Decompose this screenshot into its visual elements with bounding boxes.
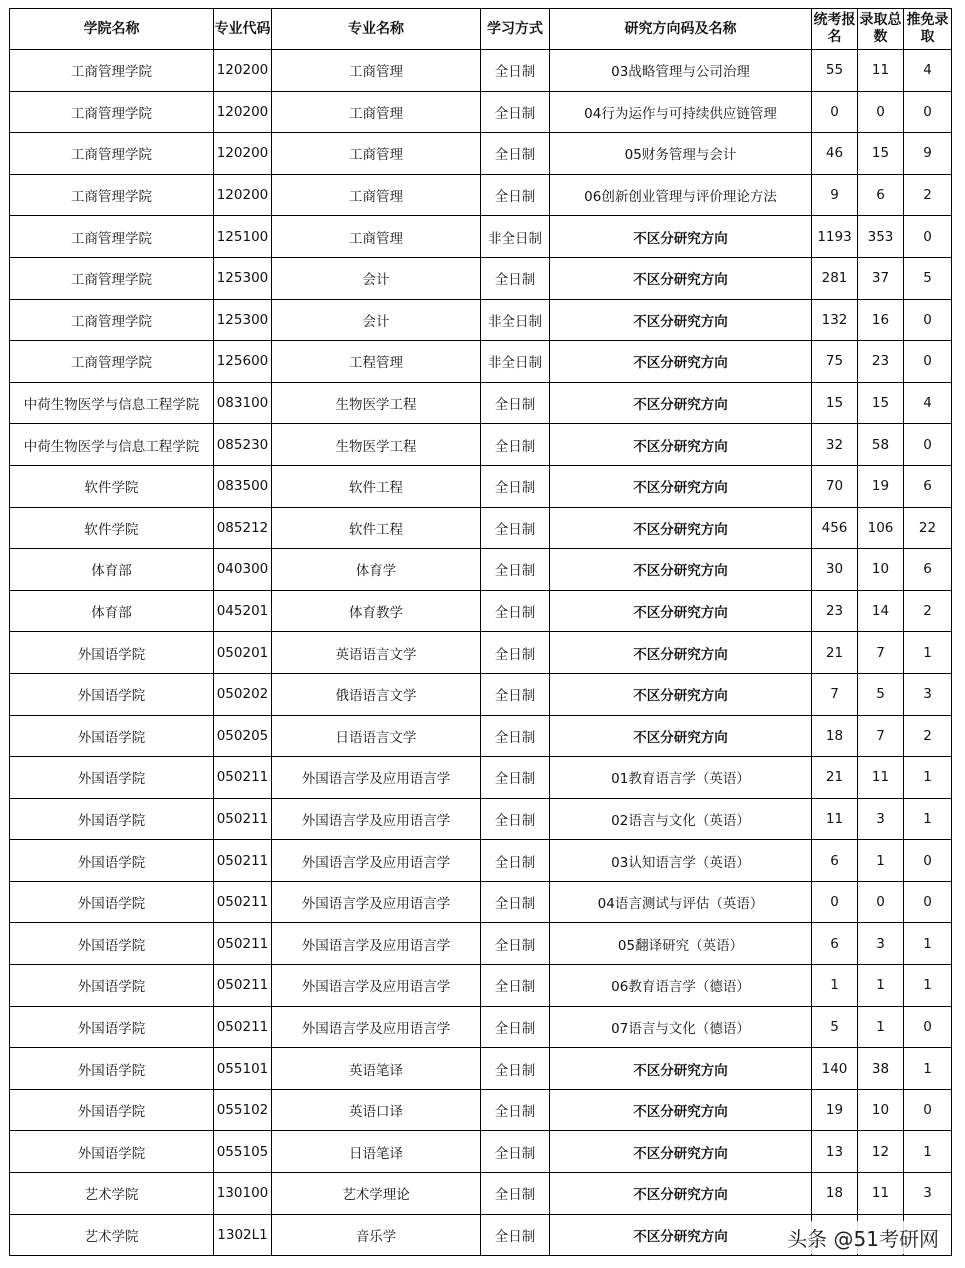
cell-direction: 不区分研究方向 (550, 1131, 812, 1173)
cell-exempt: 0 (904, 341, 952, 383)
cell-exempt: 4 (904, 382, 952, 424)
cell-code: 130100 (214, 1173, 272, 1215)
cell-exempt: 1 (904, 1048, 952, 1090)
cell-exempt: 1 (904, 1131, 952, 1173)
table-row (10, 382, 952, 424)
cell-mode: 全日制 (481, 257, 550, 299)
cell-applicants: 11 (812, 798, 858, 840)
cell-major: 外国语言学及应用语言学 (272, 798, 481, 840)
cell-college: 工商管理学院 (10, 257, 214, 299)
cell-major: 生物医学工程 (272, 382, 481, 424)
cell-applicants: 9 (812, 174, 858, 216)
cell-code: 055105 (214, 1131, 272, 1173)
cell-major: 英语笔译 (272, 1048, 481, 1090)
table-row (10, 965, 952, 1007)
cell-admitted: 15 (858, 382, 904, 424)
cell-mode: 全日制 (481, 632, 550, 674)
cell-exempt: 0 (904, 299, 952, 341)
cell-direction: 不区分研究方向 (550, 424, 812, 466)
cell-applicants: 32 (812, 424, 858, 466)
cell-direction: 06教育语言学（德语） (550, 965, 812, 1007)
cell-college: 工商管理学院 (10, 91, 214, 133)
cell-admitted: 5 (858, 673, 904, 715)
table-row (10, 1131, 952, 1173)
cell-major: 生物医学工程 (272, 424, 481, 466)
table-row (10, 673, 952, 715)
cell-applicants: 7 (812, 673, 858, 715)
cell-direction: 03战略管理与公司治理 (550, 50, 812, 92)
cell-admitted: 11 (858, 1173, 904, 1215)
cell-code: 050211 (214, 840, 272, 882)
cell-mode: 全日制 (481, 965, 550, 1007)
cell-admitted: 37 (858, 257, 904, 299)
table-header-row (10, 9, 952, 50)
header-direction: 研究方向码及名称 (550, 9, 812, 50)
table-row (10, 133, 952, 175)
cell-code: 050205 (214, 715, 272, 757)
cell-major: 英语口译 (272, 1089, 481, 1131)
cell-major: 工商管理 (272, 50, 481, 92)
cell-direction: 不区分研究方向 (550, 465, 812, 507)
cell-applicants: 21 (812, 632, 858, 674)
cell-college: 艺术学院 (10, 1214, 214, 1256)
table-row (10, 174, 952, 216)
cell-college: 工商管理学院 (10, 50, 214, 92)
cell-applicants: 6 (812, 923, 858, 965)
cell-applicants: 18 (812, 1173, 858, 1215)
cell-admitted: 15 (858, 133, 904, 175)
cell-direction: 不区分研究方向 (550, 507, 812, 549)
cell-mode: 全日制 (481, 549, 550, 591)
table-row (10, 341, 952, 383)
cell-mode: 全日制 (481, 1214, 550, 1256)
table-row (10, 465, 952, 507)
cell-mode: 全日制 (481, 798, 550, 840)
cell-admitted: 10 (858, 1089, 904, 1131)
header-major: 专业名称 (272, 9, 481, 50)
cell-exempt: 1 (904, 923, 952, 965)
cell-direction: 03认知语言学（英语） (550, 840, 812, 882)
cell-admitted: 1 (858, 1006, 904, 1048)
cell-exempt: 5 (904, 257, 952, 299)
cell-mode: 非全日制 (481, 299, 550, 341)
table-row (10, 1048, 952, 1090)
cell-applicants: 1 (812, 965, 858, 1007)
table-row (10, 715, 952, 757)
cell-applicants: 55 (812, 50, 858, 92)
table-row (10, 798, 952, 840)
cell-code: 040300 (214, 549, 272, 591)
header-exempt: 推免录取 (904, 9, 952, 50)
cell-direction: 不区分研究方向 (550, 1214, 812, 1256)
cell-major: 软件工程 (272, 507, 481, 549)
cell-direction: 不区分研究方向 (550, 590, 812, 632)
cell-major: 外国语言学及应用语言学 (272, 923, 481, 965)
cell-direction: 不区分研究方向 (550, 632, 812, 674)
cell-code: 050211 (214, 798, 272, 840)
cell-code: 120200 (214, 50, 272, 92)
cell-college: 外国语学院 (10, 715, 214, 757)
cell-applicants: 456 (812, 507, 858, 549)
cell-college: 工商管理学院 (10, 216, 214, 258)
cell-code: 083100 (214, 382, 272, 424)
cell-college: 中荷生物医学与信息工程学院 (10, 382, 214, 424)
table-row (10, 923, 952, 965)
cell-direction: 02语言与文化（英语） (550, 798, 812, 840)
cell-college: 外国语学院 (10, 673, 214, 715)
cell-admitted: 11 (858, 757, 904, 799)
cell-college: 外国语学院 (10, 881, 214, 923)
cell-exempt: 2 (904, 715, 952, 757)
cell-exempt: 9 (904, 133, 952, 175)
cell-exempt: 22 (904, 507, 952, 549)
table-row (10, 549, 952, 591)
cell-applicants: 21 (812, 757, 858, 799)
cell-mode: 全日制 (481, 757, 550, 799)
cell-applicants: 30 (812, 549, 858, 591)
cell-code: 050211 (214, 923, 272, 965)
cell-exempt: 0 (904, 1006, 952, 1048)
cell-applicants: 5 (812, 1006, 858, 1048)
cell-admitted: 3 (858, 923, 904, 965)
cell-direction: 不区分研究方向 (550, 341, 812, 383)
cell-college: 外国语学院 (10, 840, 214, 882)
cell-major: 工商管理 (272, 174, 481, 216)
header-admitted: 录取总数 (858, 9, 904, 50)
cell-exempt: 0 (904, 1089, 952, 1131)
cell-major: 艺术学理论 (272, 1173, 481, 1215)
cell-code: 083500 (214, 465, 272, 507)
cell-college: 软件学院 (10, 507, 214, 549)
cell-code: 050211 (214, 757, 272, 799)
cell-applicants: 140 (812, 1048, 858, 1090)
cell-mode: 全日制 (481, 1173, 550, 1215)
cell-direction: 不区分研究方向 (550, 1089, 812, 1131)
cell-code: 055101 (214, 1048, 272, 1090)
cell-direction: 不区分研究方向 (550, 715, 812, 757)
cell-mode: 全日制 (481, 91, 550, 133)
cell-direction: 不区分研究方向 (550, 299, 812, 341)
cell-mode: 全日制 (481, 923, 550, 965)
cell-admitted: 6 (858, 174, 904, 216)
cell-mode: 全日制 (481, 673, 550, 715)
cell-applicants: 15 (812, 382, 858, 424)
table-row (10, 757, 952, 799)
cell-code: 050211 (214, 881, 272, 923)
cell-admitted: 16 (858, 299, 904, 341)
header-code: 专业代码 (214, 9, 272, 50)
cell-mode: 全日制 (481, 590, 550, 632)
cell-applicants: 281 (812, 257, 858, 299)
cell-major: 工商管理 (272, 216, 481, 258)
cell-major: 音乐学 (272, 1214, 481, 1256)
cell-mode: 全日制 (481, 50, 550, 92)
cell-direction: 07语言与文化（德语） (550, 1006, 812, 1048)
cell-direction: 不区分研究方向 (550, 216, 812, 258)
cell-admitted: 23 (858, 341, 904, 383)
cell-applicants: 1193 (812, 216, 858, 258)
cell-applicants: 0 (812, 91, 858, 133)
cell-admitted: 0 (858, 881, 904, 923)
cell-code: 120200 (214, 133, 272, 175)
cell-code: 1302L1 (214, 1214, 272, 1256)
table-row (10, 881, 952, 923)
cell-exempt: 6 (904, 465, 952, 507)
cell-exempt: 6 (904, 549, 952, 591)
cell-code: 120200 (214, 91, 272, 133)
cell-exempt: 1 (904, 632, 952, 674)
cell-college: 艺术学院 (10, 1173, 214, 1215)
cell-direction: 05翻译研究（英语） (550, 923, 812, 965)
cell-applicants: 70 (812, 465, 858, 507)
cell-major: 工商管理 (272, 133, 481, 175)
cell-direction: 不区分研究方向 (550, 673, 812, 715)
cell-college: 体育部 (10, 590, 214, 632)
cell-mode: 全日制 (481, 1089, 550, 1131)
cell-admitted: 353 (858, 216, 904, 258)
cell-exempt: 0 (904, 881, 952, 923)
cell-exempt: 3 (904, 673, 952, 715)
cell-major: 工程管理 (272, 341, 481, 383)
cell-code: 125100 (214, 216, 272, 258)
cell-applicants: 19 (812, 1089, 858, 1131)
table-row (10, 507, 952, 549)
cell-admitted: 14 (858, 590, 904, 632)
cell-major: 软件工程 (272, 465, 481, 507)
cell-college: 外国语学院 (10, 965, 214, 1007)
cell-applicants: 132 (812, 299, 858, 341)
cell-exempt: 3 (904, 1173, 952, 1215)
cell-admitted: 11 (858, 50, 904, 92)
cell-mode: 全日制 (481, 840, 550, 882)
cell-college: 外国语学院 (10, 1048, 214, 1090)
table-row (10, 590, 952, 632)
cell-applicants: 75 (812, 341, 858, 383)
cell-major: 日语笔译 (272, 1131, 481, 1173)
cell-admitted: 10 (858, 549, 904, 591)
cell-code: 085212 (214, 507, 272, 549)
cell-code: 085230 (214, 424, 272, 466)
cell-admitted: 12 (858, 1131, 904, 1173)
cell-mode: 全日制 (481, 507, 550, 549)
cell-major: 体育学 (272, 549, 481, 591)
cell-exempt: 2 (904, 590, 952, 632)
table-row (10, 50, 952, 92)
cell-major: 俄语语言文学 (272, 673, 481, 715)
cell-mode: 全日制 (481, 1131, 550, 1173)
cell-exempt: 1 (904, 757, 952, 799)
cell-admitted: 38 (858, 1048, 904, 1090)
table-row (10, 840, 952, 882)
cell-college: 软件学院 (10, 465, 214, 507)
cell-code: 125300 (214, 299, 272, 341)
cell-mode: 全日制 (481, 881, 550, 923)
cell-major: 会计 (272, 257, 481, 299)
cell-mode: 全日制 (481, 382, 550, 424)
cell-admitted: 1 (858, 965, 904, 1007)
cell-direction: 05财务管理与会计 (550, 133, 812, 175)
table-row (10, 299, 952, 341)
cell-code: 050211 (214, 1006, 272, 1048)
cell-college: 外国语学院 (10, 632, 214, 674)
cell-mode: 全日制 (481, 174, 550, 216)
header-mode: 学习方式 (481, 9, 550, 50)
cell-major: 外国语言学及应用语言学 (272, 757, 481, 799)
cell-college: 外国语学院 (10, 798, 214, 840)
cell-code: 050201 (214, 632, 272, 674)
cell-applicants: 46 (812, 133, 858, 175)
cell-direction: 04行为运作与可持续供应链管理 (550, 91, 812, 133)
table-body (10, 50, 952, 1256)
cell-direction: 不区分研究方向 (550, 257, 812, 299)
cell-major: 日语语言文学 (272, 715, 481, 757)
cell-college: 外国语学院 (10, 757, 214, 799)
cell-applicants: 13 (812, 1131, 858, 1173)
cell-mode: 全日制 (481, 133, 550, 175)
cell-direction: 不区分研究方向 (550, 1048, 812, 1090)
cell-applicants: 0 (812, 881, 858, 923)
cell-exempt: 1 (904, 965, 952, 1007)
table-row (10, 1173, 952, 1215)
cell-code: 125300 (214, 257, 272, 299)
cell-direction: 04语言测试与评估（英语） (550, 881, 812, 923)
cell-admitted: 19 (858, 465, 904, 507)
cell-mode: 非全日制 (481, 341, 550, 383)
cell-code: 050211 (214, 965, 272, 1007)
cell-applicants: 6 (812, 840, 858, 882)
cell-exempt: 0 (904, 216, 952, 258)
cell-admitted: 3 (858, 798, 904, 840)
cell-major: 英语语言文学 (272, 632, 481, 674)
cell-direction: 不区分研究方向 (550, 549, 812, 591)
cell-code: 055102 (214, 1089, 272, 1131)
cell-college: 外国语学院 (10, 1131, 214, 1173)
cell-college: 工商管理学院 (10, 341, 214, 383)
table-row (10, 1006, 952, 1048)
cell-college: 外国语学院 (10, 923, 214, 965)
cell-exempt: 0 (904, 91, 952, 133)
table-row (10, 257, 952, 299)
table-row (10, 1089, 952, 1131)
cell-mode: 全日制 (481, 715, 550, 757)
cell-mode: 全日制 (481, 424, 550, 466)
cell-direction: 01教育语言学（英语） (550, 757, 812, 799)
cell-mode: 全日制 (481, 1006, 550, 1048)
cell-admitted: 7 (858, 632, 904, 674)
cell-college: 工商管理学院 (10, 133, 214, 175)
cell-admitted: 7 (858, 715, 904, 757)
table-row (10, 632, 952, 674)
watermark: 头条 @51考研网 (781, 1221, 945, 1254)
cell-college: 工商管理学院 (10, 299, 214, 341)
cell-mode: 全日制 (481, 465, 550, 507)
cell-admitted: 106 (858, 507, 904, 549)
cell-code: 120200 (214, 174, 272, 216)
header-college: 学院名称 (10, 9, 214, 50)
cell-code: 125600 (214, 341, 272, 383)
cell-college: 外国语学院 (10, 1089, 214, 1131)
table-row (10, 424, 952, 466)
cell-admitted: 1 (858, 840, 904, 882)
cell-exempt: 2 (904, 174, 952, 216)
cell-direction: 不区分研究方向 (550, 382, 812, 424)
cell-major: 工商管理 (272, 91, 481, 133)
cell-admitted: 58 (858, 424, 904, 466)
cell-direction: 06创新创业管理与评价理论方法 (550, 174, 812, 216)
cell-applicants: 18 (812, 715, 858, 757)
cell-code: 045201 (214, 590, 272, 632)
cell-major: 外国语言学及应用语言学 (272, 840, 481, 882)
cell-college: 外国语学院 (10, 1006, 214, 1048)
cell-major: 体育教学 (272, 590, 481, 632)
cell-applicants: 23 (812, 590, 858, 632)
cell-major: 会计 (272, 299, 481, 341)
cell-major: 外国语言学及应用语言学 (272, 965, 481, 1007)
cell-exempt: 4 (904, 50, 952, 92)
cell-major: 外国语言学及应用语言学 (272, 881, 481, 923)
cell-admitted: 0 (858, 91, 904, 133)
cell-college: 体育部 (10, 549, 214, 591)
cell-exempt: 0 (904, 424, 952, 466)
cell-mode: 非全日制 (481, 216, 550, 258)
cell-college: 工商管理学院 (10, 174, 214, 216)
table-row (10, 216, 952, 258)
cell-mode: 全日制 (481, 1048, 550, 1090)
cell-direction: 不区分研究方向 (550, 1173, 812, 1215)
cell-code: 050202 (214, 673, 272, 715)
table-row (10, 91, 952, 133)
admissions-table (9, 8, 952, 1256)
cell-exempt: 0 (904, 840, 952, 882)
header-applicants: 统考报名 (812, 9, 858, 50)
cell-college: 中荷生物医学与信息工程学院 (10, 424, 214, 466)
cell-exempt: 1 (904, 798, 952, 840)
cell-major: 外国语言学及应用语言学 (272, 1006, 481, 1048)
